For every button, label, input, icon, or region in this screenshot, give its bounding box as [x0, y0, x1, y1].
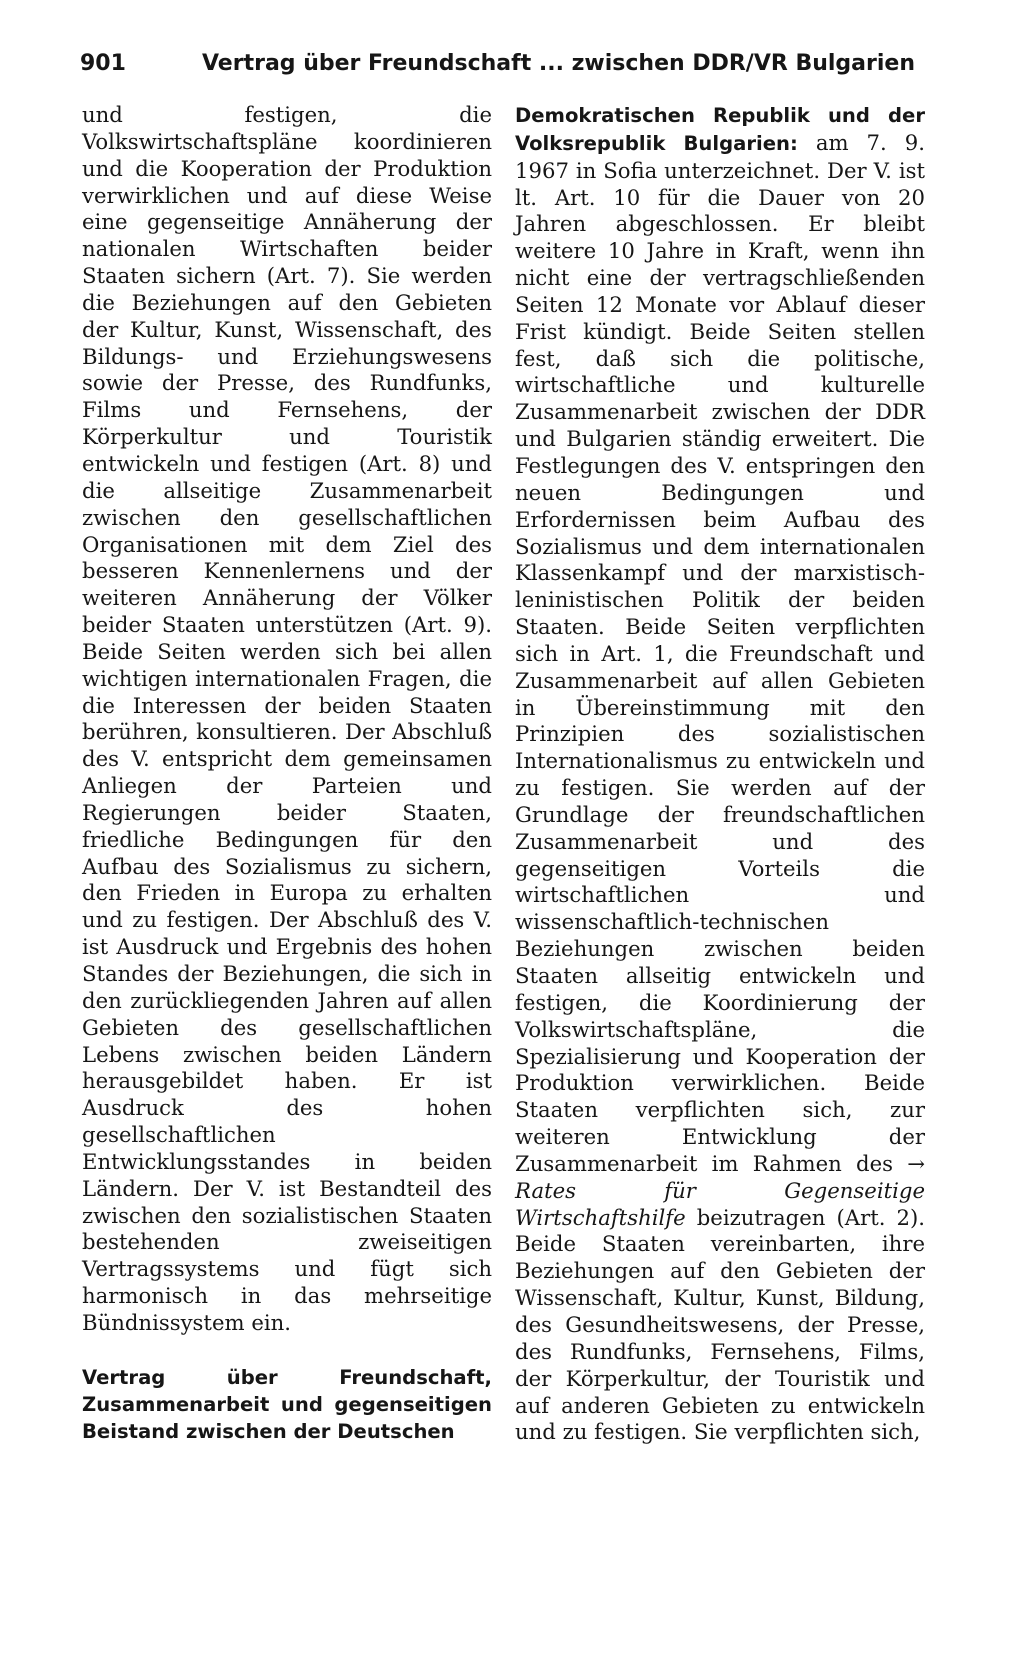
entry-heading-continuation: Demokratischen Republik und der Volksrepublik Bulgarien:	[515, 104, 925, 155]
cross-reference: → Rates für Gegenseitige Wirtschaftshilfe	[515, 1150, 925, 1230]
entry-heading-start: Vertrag über Freundschaft, Zusammenarbeit und gegenseitigen Beistand zwischen der Deutschen	[82, 1365, 492, 1443]
left-column	[82, 102, 492, 1445]
right-column-paragraph	[515, 102, 925, 1446]
right-column	[515, 102, 925, 1446]
running-title: Vertrag über Freundschaft ... zwischen DDR/VR Bulgarien	[201, 51, 915, 76]
left-column-paragraph: und festigen, die Volkswirtschaftspläne koordinieren und die Kooperation der Produktion verwirklichen und auf diese Weise eine gegenseitige Annäherung der nationalen Wirtschaften beider Staaten sichern (Art. 7). Sie werden die Beziehungen auf den Gebieten der Kultur, Kunst, Wissenschaft, des Bildungs- und Erziehungswesens sowie der Presse, des Rundfunks, Films und Fernsehens, der Körperkultur und Touristik entwickeln und festigen (Art. 8) und die allseitige Zusammenarbeit zwischen den gesellschaftlichen Organisationen mit dem Ziel des besseren Kennenlernens und der weiteren Annäherung der Völker beider Staaten unterstützen (Art. 9). Beide Seiten werden sich bei allen wichtigen internationalen Fragen, die die Interessen der beiden Staaten berühren, konsultieren. Der Abschluß des V. entspricht dem gemeinsamen Anliegen der Parteien und Regierungen beider Staaten, friedliche Bedingungen für den Aufbau des Sozialismus zu sichern, den Frieden in Europa zu erhalten und zu festigen. Der Abschluß des V. ist Ausdruck und Ergebnis des hohen Standes der Beziehungen, die sich in den zurückliegenden Jahren auf allen Gebieten des gesellschaftlichen Lebens zwischen beiden Ländern herausgebildet haben. Er ist Ausdruck des hohen gesellschaftlichen Entwicklungsstandes in beiden Ländern. Der V. ist Bestandteil des zwischen den sozialistischen Staaten bestehenden zweiseitigen Vertragssystems und fügt sich harmonisch in das mehrseitige Bündnissystem ein.	[82, 102, 492, 1335]
entry-text-after-reference: beizutragen (Art. 2). Beide Staaten vereinbarten, ihre Beziehungen auf den Gebieten der Wissenschaft, Kultur, Kunst, Bildung, des Gesundheitswesens, der Presse, des Rundfunks, Fernsehens, Films, der Körperkultur, der Touristik und auf anderen Gebieten zu entwickeln und zu festigen. Sie verpflichten sich,	[515, 1204, 925, 1445]
entry-text-before-reference: am 7. 9. 1967 in Sofia unterzeichnet. Der V. ist lt. Art. 10 für die Dauer von 20 Jahren abgeschlossen. Er bleibt weitere 10 Jahre in Kraft, wenn ihn nicht eine der vertragschließenden Seiten 12 Monate vor Ablauf dieser Frist kündigt. Beide Seiten stellen fest, daß sich die politische, wirtschaftliche und kulturelle Zusammenarbeit zwischen der DDR und Bulgarien ständig erweitert. Die Festlegungen des V. entspringen den neuen Bedingungen und Erfordernissen beim Aufbau des Sozialismus und dem internationalen Klassenkampf und der marxistisch-leninistischen Politik der beiden Staaten. Beide Seiten verpflichten sich in Art. 1, die Freundschaft und Zusammenarbeit auf allen Gebieten in Übereinstimmung mit den Prinzipien des sozialistischen Internationalismus zu entwickeln und zu festigen. Sie werden auf der Grundlage der freundschaftlichen Zusammenarbeit und des gegenseitigen Vorteils die wirtschaftlichen und wissenschaftlich-technischen Beziehungen zwischen beiden Staaten allseitig entwickeln und festigen, die Koordinierung der Volkswirtschaftspläne, die Spezialisierung und Kooperation der Produktion verwirklichen. Beide Staaten verpflichten sich, zur weiteren Entwicklung der Zusammenarbeit im Rahmen des	[515, 129, 926, 1176]
page-header	[80, 48, 915, 80]
page-number: 901	[80, 51, 126, 76]
